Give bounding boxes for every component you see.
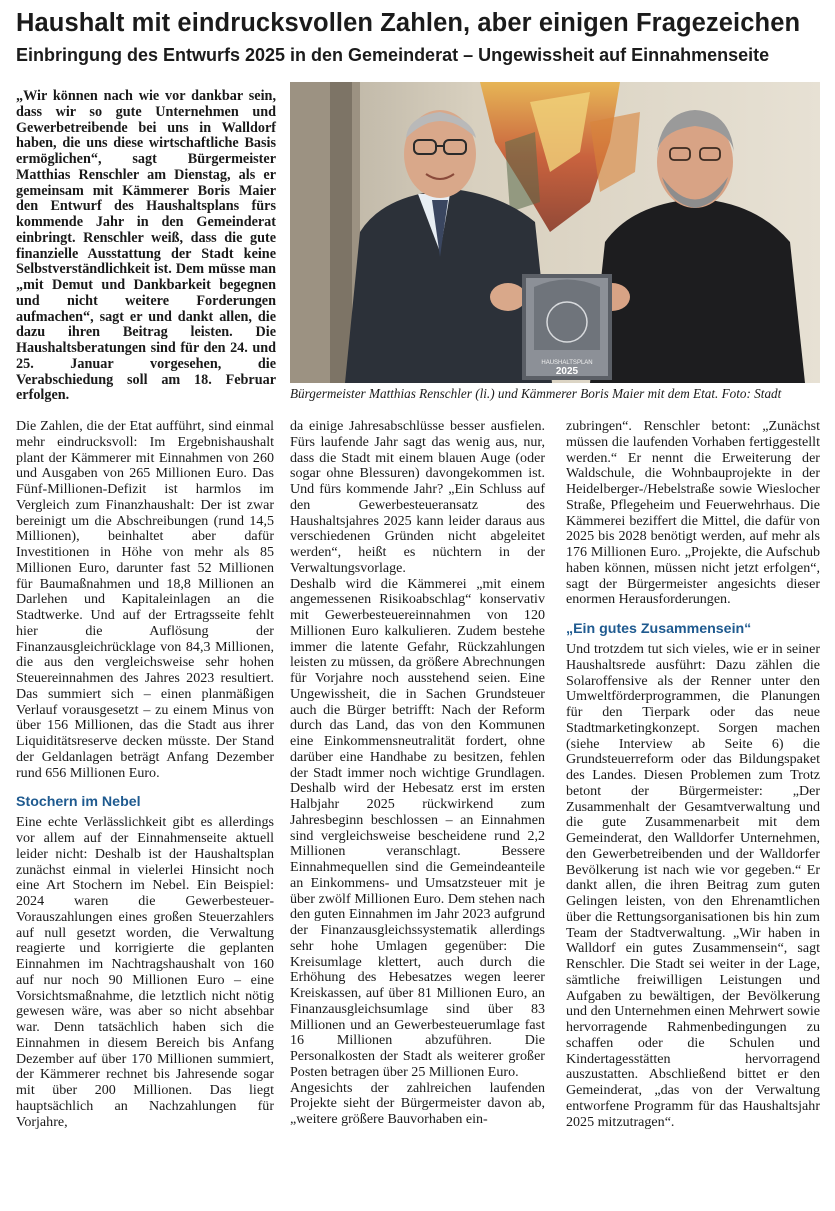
lead-paragraph: „Wir können nach wie vor dankbar sein, dass wir so gute Unternehmen und Gewerbetreibende bei uns in Walldorf haben, die uns diese wirtschaftliche Basis ermöglichen“, sagt Bürgermeister Matthias Renschler am Dienstag, als er gemeinsam mit Kämmerer Boris Maier den Entwurf des Haushaltsplans fürs kommende Jahr in den Gemeinderat einbringt. Renschler weiß, dass die gute finanzielle Ausstattung der Stadt keine Selbstverständlichkeit ist. Dem müsse man „mit Demut und Dankbarkeit begegnen und nicht weitere Forderungen aufmachen“, sagt er und dankt allen, die dazu ihren Beitrag leisten. Die Haushaltsberatungen sind für den 24. und 25. Januar vorgesehen, die Verabschiedung soll am 18. Februar erfolgen. [16, 88, 276, 404]
section-heading: „Ein gutes Zusammensein“ [566, 621, 752, 637]
article-column-1 [16, 419, 274, 1130]
body-paragraph: Deshalb wird die Kämmerei „mit einem angemessenen Risikoabschlag“ konservativ mit Gewerbesteuereinnahmen von 120 Millionen Euro kalkulieren. Zudem bestehe immer die latente Gefahr, Rückzahlungen leisten zu müssen, da größere Abrechnungen für Vorjahre noch ausstehend seien. Eine Ungewissheit, die in Sachen Grundsteuer auch die Bürger betrifft: Nach der Reform durch das Land, das von den Kommunen eine Einkommensneutralität fordert, ohne darüber eine Handhabe zu besitzen, fehlen der Stadt immer noch wichtige Grundlagen. Deshalb wird der Hebesatz erst im ersten Halbjahr 2025 rückwirkend zum Jahresbeginn beschlossen – an Einnahmen sind vergleichsweise bescheidene rund 2,2 Millionen veranschlagt. Bessere Einnahmequellen sind die Gemeindeanteile an Einkommens- und Umsatzsteuer mit je über zwölf Millionen Euro. Dem stehen nach den guten Einnahmen im Jahr 2023 aufgrund der Finanzausgleichssystematik allerdings sehr hohe Umlagen gegenüber: Die Kreisumlage klettert, auch durch die Erhöhung des Hebesatzes wegen leerer Kreiskassen, auf über 81 Millionen Euro, an Finanzausgleichsumlage sind über 83 Millionen und an Gewerbesteuerumlage fast 16 Millionen abzuführen. Die Personalkosten der Stadt als weiterer großer Posten betragen über 25 Millionen Euro. [290, 575, 545, 1080]
body-paragraph: Die Zahlen, die der Etat aufführt, sind einmal mehr eindrucksvoll: Im Ergebnishaushalt plant der Kämmerer mit Einnahmen von 260 und Ausgaben von 265 Millionen Euro. Das Fünf-Millionen-Defizit ist harmlos im Vergleich zum Finanzhaushalt: Der ist zwar bereinigt um die Abschreibungen (rund 14,5 Millionen), beinhaltet aber dafür Investitionen in Höhe von mehr als 85 Millionen Euro, darunter fast 52 Millionen für Baumaßnahmen und 18,8 Millionen an Darlehen und Kapitaleinlagen an die Stadtwerke. Und auf der Ertragsseite fehlt hier die Auflösung der Finanzausgleichrücklage von 84,3 Millionen, die aus den vergleichsweise sehr hohen Steuereinnahmen des Jahres 2023 resultiert. Das summiert sich – einen planmäßigen Verlauf vorausgesetzt – zu einem Minus von über 156 Millionen, das die Stadt aus ihrer Liquiditätsreserve decken müsste. Der Stand der Geldanlagen beträgt Anfang Dezember rund 656 Millionen Euro. [16, 418, 274, 781]
body-paragraph: zubringen“. Renschler betont: „Zunächst müssen die laufenden Vorhaben fertiggestellt werden.“ Er nennt die Erweiterung der Waldschule, die Wohnbauprojekte in der Heidelberger-/Hebelstraße sowie Wieslocher Straße, Pflegeheim und Feuerwehrhaus. Die Kämmerei beziffert die Mittel, die dafür von 2025 bis 2028 benötigt werden, auf mehr als 176 Millionen Euro. „Projekte, die Aufschub haben können, müssen nicht jetzt erfolgen“, sagt der Bürgermeister angesichts dieser enormen Herausforderungen. [566, 418, 820, 608]
book-year: 2025 [555, 366, 579, 377]
photo-illustration [290, 82, 820, 383]
article-photo [290, 82, 820, 383]
photo-caption: Bürgermeister Matthias Renschler (li.) und Kämmerer Boris Maier mit dem Etat. Foto: Stadt [290, 386, 782, 401]
article-headline: Haushalt mit eindrucksvollen Zahlen, aber einigen Fragezeichen [16, 9, 801, 37]
body-paragraph: Angesichts der zahlreichen laufenden Projekte sieht der Bürgermeister davon ab, „weitere größere Bauvorhaben ein- [290, 1079, 545, 1127]
article-column-2 [290, 419, 545, 1128]
body-paragraph: da einige Jahresabschlüsse besser ausfielen. Fürs laufende Jahr sagt das wenig aus, nur, dass die Stadt mit einem blauen Auge (oder sogar ohne Blessuren) davongekommen ist. Und fürs kommende Jahr? „Ein Schluss auf den Gewerbesteueransatz des Haushaltsjahres 2025 kann leider daraus aus verschiedenen Gründen nicht abgeleitet werden“, heißt es nüchtern in der Verwaltungsvorlage. [290, 418, 545, 576]
body-paragraph: Eine echte Verlässlichkeit gibt es allerdings vor allem auf der Einnahmenseite aktuell leider nicht: Deshalb ist der Haushaltsplan zunächst einmal in vielerlei Hinsicht noch eine Art Stochern im Nebel. Ein Beispiel: 2024 waren die Gewerbesteuer-Vorauszahlungen eines großen Steuerzahlers auf null gesetzt worden, die Verwaltung reagierte und korrigierte die geplanten Einnahmen im Nachtragshaushalt von 160 auf nur noch 90 Millionen Euro – eine Vorsichtsmaßnahme, die letztlich nicht nötig gewesen wäre, was aber so nicht absehbar war. Denn tatsächlich haben sich die Einnahmen in diesem Bereich bis Anfang Dezember auf über 170 Millionen summiert, der Kämmerer rechnet bis Jahresende sogar mit über 200 Millionen. Das liegt hauptsächlich an Nachzahlungen für Vorjahre, [16, 814, 274, 1130]
section-heading: Stochern im Nebel [16, 794, 141, 811]
article-subheadline: Einbringung des Entwurfs 2025 in den Gemeinderat – Ungewissheit auf Einnahmenseite [16, 45, 770, 65]
body-paragraph: Und trotzdem tut sich vieles, wie er in seiner Haushaltsrede ausführt: Dazu zählen die Solaroffensive als der Renner unter den Umweltförderprogrammen, die Planungen für den Tierpark oder das neue Stadtmarketingkonzept. Sorgen machen (siehe Interview ab Seite 6) die Grundsteuerreform oder das Bildungspaket des Landes. Diesen Problemen zum Trotz betont der Bürgermeister: „Der Zusammenhalt der Gesamtverwaltung und die gute Zusammenarbeit mit dem Gemeinderat, den Walldorfer Unternehmen, den Gewerbetreibenden und der Walldorfer Bevölkerung ist nach wie vor gegeben.“ Er dankt allen, die ihren Beitrag zum guten Gelingen leisten, von den Ehrenamtlichen über die Rettungsorganisationen bis hin zum Team der Stadtverwaltung. „Wir haben in Walldorf ein gutes Zusammensein“, sagt Renschler. Die Stadt sei weiter in der Lage, sämtliche freiwilligen Leistungen und Aufgaben zu bewältigen, der Bevölkerung und den Unternehmen einen Mehrwert sowie hervorragende Rahmenbedingungen zu schaffen oder die Schulen und Kindertagesstätten hervorragend auszustatten. Abschließend bittet er den Gemeinderat, „das von der Verwaltung entworfene Programm für das Haushaltsjahr 2025 mitzutragen“. [566, 641, 820, 1130]
article-column-3 [566, 419, 820, 1130]
book-title: HAUSHALTSPLAN [541, 360, 593, 366]
